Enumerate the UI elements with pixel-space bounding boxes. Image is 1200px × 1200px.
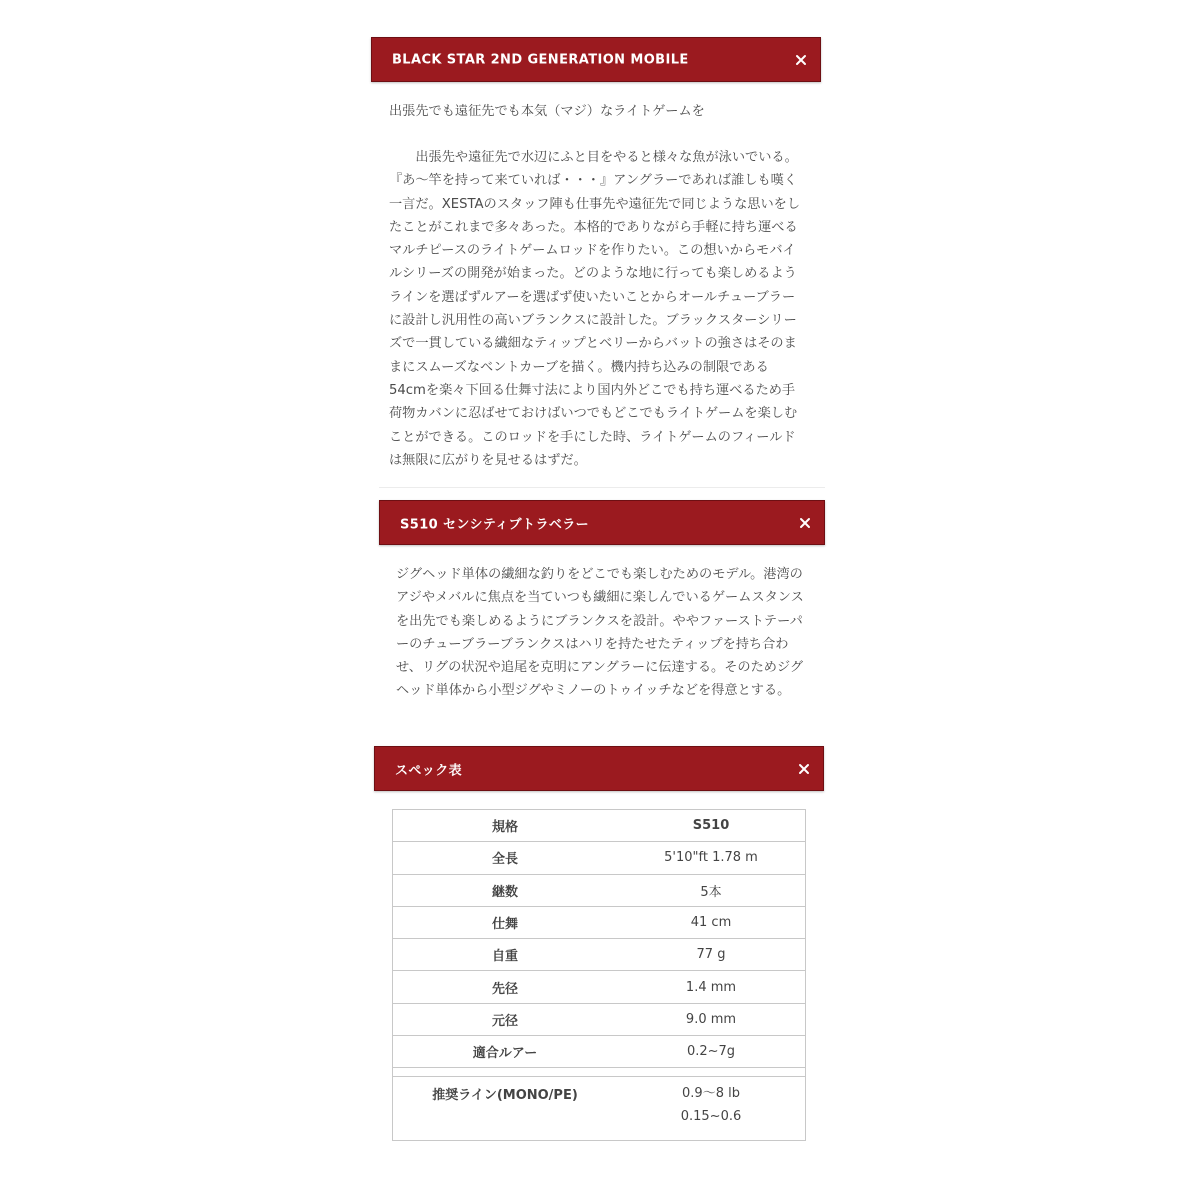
section-divider	[379, 487, 825, 488]
spec-table	[392, 809, 806, 1141]
close-icon[interactable]	[794, 53, 808, 67]
spec-value: S510	[617, 810, 806, 842]
close-icon[interactable]	[797, 762, 811, 776]
spec-value: 9.0 mm	[617, 1003, 806, 1035]
spec-value: 5本	[617, 874, 806, 906]
intro-description: 出張先や遠征先で水辺にふと目をやると様々な魚が泳いでいる。『あ〜竿を持って来ていれば・・・』アングラーであれば誰しも嘆く一言だ。XESTAのスタッフ陣も仕事先や遠征先で同じような思いをしたことがこれまで多々あった。本格的でありながら手軽に持ち運べるマルチピースのライトゲームロッドを作りたい。この想いからモバイルシリーズの開発が始まった。どのような地に行っても楽しめるようラインを選ばずルアーを選ばず使いたいことからオールチューブラーに設計し汎用性の高いブランクスに設計した。ブラックスターシリーズで一貫している繊細なティップとベリーからバットの強さはそのままにスムーズなベントカーブを描く。機内持ち込みの制限である54cmを楽々下回る仕舞寸法により国内外どこでも持ち運べるため手荷物カバンに忍ばせておけばいつでもどこでもライトゲームを楽しむことができる。このロッドを手にした時、ライトゲームのフィールドは無限に広がりを見せるはずだ。	[389, 150, 801, 468]
intro-section-header[interactable]	[371, 37, 821, 82]
line-pe-value: 0.15~0.6	[680, 1109, 742, 1125]
spec-value: 0.2~7g	[617, 1036, 806, 1068]
table-row	[393, 1077, 806, 1141]
table-row	[393, 906, 806, 938]
spec-section-header[interactable]	[374, 746, 824, 791]
spec-label: 推奨ライン(MONO/PE)	[393, 1077, 618, 1141]
spec-value: 1.4 mm	[617, 971, 806, 1003]
spec-value	[617, 1077, 806, 1141]
model-section-title: S510 センシティブトラベラー	[400, 517, 590, 532]
intro-tagline: 出張先でも遠征先でも本気（マジ）なライトゲームを	[389, 104, 705, 119]
spec-section-title: スペック表	[395, 763, 463, 778]
model-description: ジグヘッド単体の繊細な釣りをどこでも楽しむためのモデル。港湾のアジやメバルに焦点を当ていつも繊細に楽しんでいるゲームスタンスを出先でも楽しめるようにブランクスを設計。ややファーストテーパーのチューブラーブランクスはハリを持たせたティップを持ち合わせ、リグの状況や追尾を克明にアングラーに伝達する。そのためジグヘッド単体から小型ジグやミノーのトゥイッチなどを得意とする。	[396, 567, 804, 699]
spec-value: 5'10"ft 1.78 m	[617, 842, 806, 874]
table-row	[393, 939, 806, 971]
table-row	[393, 842, 806, 874]
spec-label: 全長	[393, 842, 618, 874]
spec-label: 仕舞	[393, 906, 618, 938]
spec-label: 規格	[393, 810, 618, 842]
spec-label: 自重	[393, 939, 618, 971]
line-mono-value: 0.9～8 lb	[682, 1086, 740, 1102]
spec-label: 元径	[393, 1003, 618, 1035]
spec-label: 適合ルアー	[393, 1036, 618, 1068]
model-section-header[interactable]	[379, 500, 825, 545]
table-row	[393, 1036, 806, 1068]
table-row	[393, 971, 806, 1003]
spec-value: 41 cm	[617, 906, 806, 938]
table-row	[393, 810, 806, 842]
table-row	[393, 874, 806, 906]
table-row	[393, 1003, 806, 1035]
close-icon[interactable]	[798, 516, 812, 530]
intro-section-title: BLACK STAR 2ND GENERATION MOBILE	[392, 52, 689, 67]
spec-value: 77 g	[617, 939, 806, 971]
spec-label: 継数	[393, 874, 618, 906]
spec-label: 先径	[393, 971, 618, 1003]
table-spacer-row	[393, 1068, 806, 1077]
